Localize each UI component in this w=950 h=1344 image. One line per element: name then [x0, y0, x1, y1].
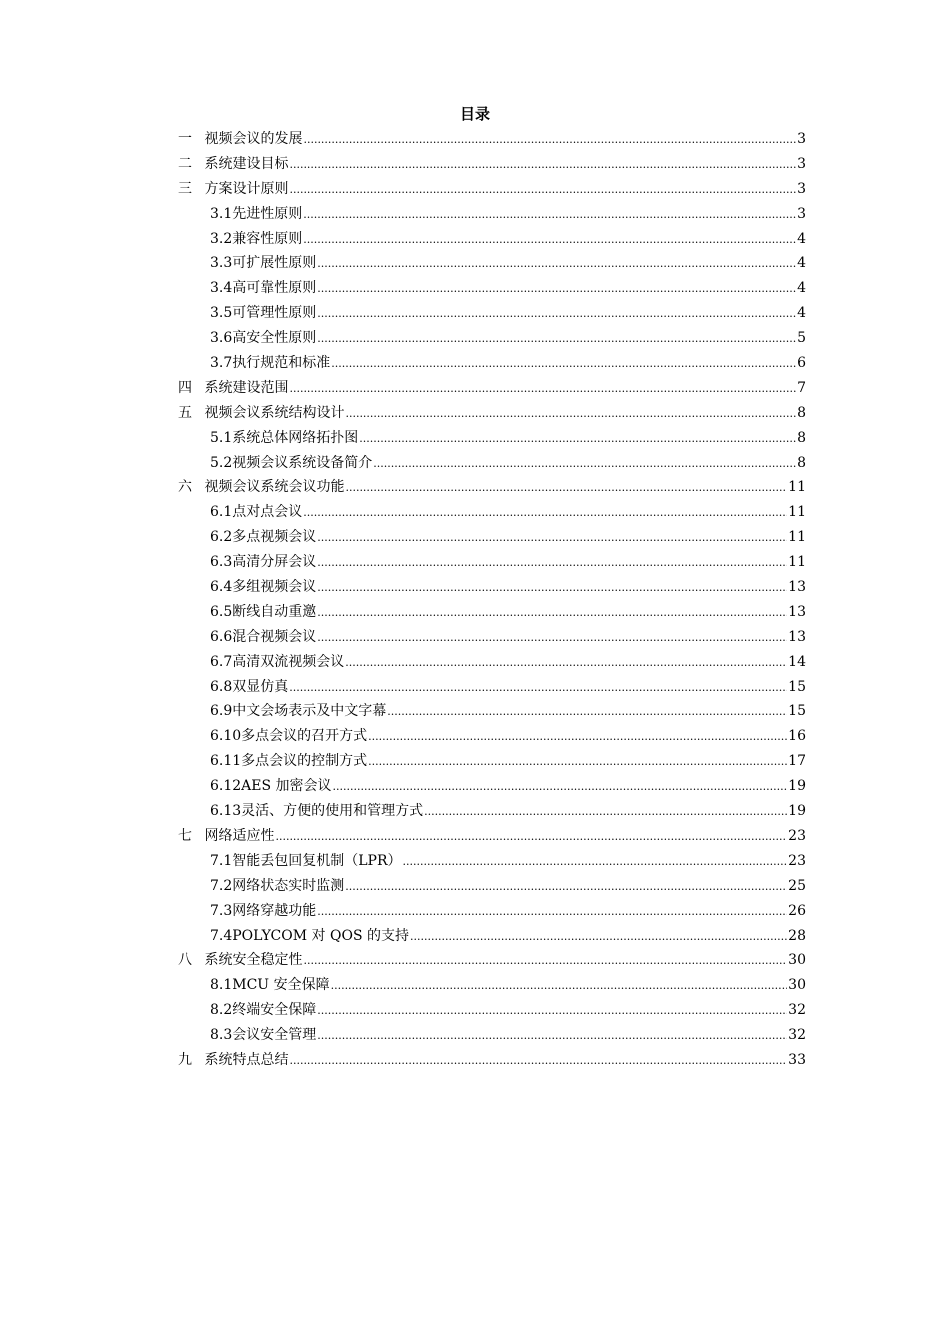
dot-leader [387, 699, 787, 725]
toc-entry-text: 先进性原则 [232, 205, 303, 222]
toc-entry-number: 6.3 [210, 554, 233, 571]
toc-entry-number: 6.2 [210, 529, 233, 546]
toc-entry-label [210, 973, 330, 998]
toc-entry-number: 6.5 [210, 603, 233, 620]
toc-entry[interactable] [178, 625, 806, 650]
dot-leader [289, 675, 787, 701]
toc-entry-label [210, 550, 316, 575]
toc-entry-text: 高清分屏会议 [232, 554, 317, 571]
toc-entry-text: 智能丢包回复机制（LPR） [232, 852, 402, 869]
toc-entry-page-number: 11 [788, 529, 806, 546]
toc-entry[interactable] [178, 600, 806, 625]
dot-leader [317, 625, 787, 651]
toc-entry-label [178, 177, 288, 202]
toc-entry-page-number: 30 [788, 977, 806, 994]
toc-entry-page-number: 4 [797, 280, 806, 297]
toc-entry-number: 九 [178, 1051, 192, 1068]
toc-entry-text: 系统总体网络拓扑图 [232, 429, 359, 446]
toc-entry-text: 点对点会议 [232, 504, 303, 521]
toc-entry-label [178, 824, 274, 849]
toc-entry-page-number: 19 [788, 778, 806, 795]
toc-entry[interactable] [178, 774, 806, 799]
dot-leader [317, 301, 796, 327]
toc-entry-number: 6.13 [210, 803, 242, 820]
toc-entry-number: 3.1 [210, 205, 233, 222]
toc-entry-text: 可管理性原则 [232, 305, 317, 322]
toc-entry[interactable] [178, 1023, 806, 1048]
toc-entry[interactable] [178, 227, 806, 252]
toc-entry[interactable] [178, 177, 806, 202]
toc-entry-number: 7.2 [210, 877, 233, 894]
dot-leader [317, 1023, 787, 1049]
toc-entry-label [178, 152, 288, 177]
toc-entry-label [178, 127, 302, 152]
toc-entry-number: 6.10 [210, 728, 242, 745]
dot-leader [289, 152, 796, 178]
toc-entry-label [210, 351, 330, 376]
toc-entry-page-number: 14 [788, 653, 806, 670]
toc-entry-label [210, 1023, 316, 1048]
toc-entry-text: 系统建设范围 [204, 379, 289, 396]
toc-entry-page-number: 8 [797, 429, 806, 446]
toc-entry-text: 双显仿真 [232, 678, 289, 695]
dot-leader [317, 899, 787, 925]
toc-entry-page-number: 5 [797, 330, 806, 347]
toc-entry-page-number: 13 [788, 628, 806, 645]
toc-entry[interactable] [178, 451, 806, 476]
toc-entry-page-number: 7 [797, 379, 806, 396]
toc-entry-page-number: 32 [788, 1027, 806, 1044]
toc-entry[interactable] [178, 973, 806, 998]
toc-entry-number: 8.3 [210, 1027, 233, 1044]
toc-entry-label [210, 326, 316, 351]
toc-entry-page-number: 4 [797, 305, 806, 322]
toc-entry-page-number: 13 [788, 603, 806, 620]
toc-entry-text: 多组视频会议 [232, 579, 317, 596]
toc-entry-text: 对 QOS 的支持 [311, 927, 409, 944]
toc-entry-text: 加密会议 [275, 778, 332, 795]
toc-entry-text: 混合视频会议 [232, 628, 317, 645]
toc-entry-text: 高可靠性原则 [232, 280, 317, 297]
toc-entry[interactable] [178, 699, 806, 724]
toc-entry-text: 视频会议系统设备简介 [232, 454, 373, 471]
toc-entry[interactable] [178, 251, 806, 276]
toc-entry-page-number: 3 [797, 155, 806, 172]
toc-entry-label [210, 998, 316, 1023]
toc-entry[interactable] [178, 575, 806, 600]
toc-entry-label [210, 650, 344, 675]
toc-entry-text: 多点会议的召开方式 [241, 728, 368, 745]
toc-entry[interactable] [178, 749, 806, 774]
toc-entry-page-number: 8 [797, 404, 806, 421]
dot-leader [368, 749, 787, 775]
dot-leader [368, 724, 787, 750]
toc-entry[interactable] [178, 849, 806, 874]
toc-entry-page-number: 4 [797, 255, 806, 272]
toc-entry-text: 兼容性原则 [232, 230, 303, 247]
toc-entry-text: 方案设计原则 [204, 180, 289, 197]
toc-entry[interactable] [178, 650, 806, 675]
toc-entry-label [210, 451, 372, 476]
toc-entry-number: 三 [178, 180, 192, 197]
toc-entry-page-number: 23 [788, 852, 806, 869]
toc-entry-label [178, 376, 288, 401]
toc-entry-text: 安全保障 [273, 977, 330, 994]
toc-entry-number: 6.7 [210, 653, 233, 670]
dot-leader [289, 177, 796, 203]
toc-entry-text: 多点会议的控制方式 [241, 753, 368, 770]
toc-entry-text: 视频会议系统结构设计 [204, 404, 345, 421]
toc-entry-page-number: 28 [788, 927, 806, 944]
toc-entry-number: 八 [178, 952, 192, 969]
toc-entry-number: 3.6 [210, 330, 233, 347]
toc-entry-page-number: 17 [788, 753, 806, 770]
toc-entry-text: 系统安全稳定性 [204, 952, 303, 969]
toc-entry-number: 6.4 [210, 579, 233, 596]
toc-entry-page-number: 32 [788, 1002, 806, 1019]
toc-entry[interactable] [178, 874, 806, 899]
toc-entry-text: 执行规范和标准 [232, 355, 331, 372]
toc-entry-label [178, 475, 344, 500]
dot-leader [410, 924, 787, 950]
toc-entry-label [178, 401, 344, 426]
toc-entry-page-number: 23 [788, 827, 806, 844]
toc-entry[interactable] [178, 948, 806, 973]
toc-entry-page-number: 19 [788, 803, 806, 820]
toc-entry-text: 多点视频会议 [232, 529, 317, 546]
toc-entry-number: 一 [178, 131, 192, 147]
toc-entry-number: 7.4POLYCOM [210, 927, 308, 944]
toc-entry-label [210, 899, 316, 924]
toc-entry-number: 6.12AES [210, 778, 272, 795]
toc-entry[interactable] [178, 525, 806, 550]
dot-leader [331, 973, 788, 999]
dot-leader [317, 575, 787, 601]
toc-entry[interactable] [178, 998, 806, 1023]
dot-leader [403, 849, 788, 875]
toc-entry-label [210, 426, 358, 451]
dot-leader [317, 600, 787, 626]
toc-entry-page-number: 13 [788, 579, 806, 596]
toc-entry-page-number: 11 [788, 554, 806, 571]
toc-entry[interactable] [178, 824, 806, 849]
toc-entry-label [210, 799, 423, 824]
dot-leader [359, 426, 796, 452]
toc-entry[interactable] [178, 326, 806, 351]
toc-entry-number: 四 [178, 379, 192, 396]
toc-entry[interactable] [178, 152, 806, 177]
toc-entry-page-number: 11 [788, 479, 806, 496]
toc-entry-text: 中文会场表示及中文字幕 [232, 703, 387, 720]
toc-entry-number: 五 [178, 404, 192, 421]
toc-entry-number: 3.7 [210, 355, 233, 372]
dot-leader [331, 351, 796, 377]
toc-entry[interactable] [178, 500, 806, 525]
toc-entry-number: 七 [178, 827, 192, 844]
toc-entry-page-number: 3 [797, 205, 806, 222]
dot-leader [317, 525, 787, 551]
toc-entry-label [210, 202, 302, 227]
toc-entry-label [178, 1048, 288, 1073]
toc-entry-number: 5.2 [210, 454, 233, 471]
dot-leader [317, 276, 796, 302]
toc-entry-number: 3.3 [210, 255, 233, 272]
dot-leader [345, 475, 787, 501]
toc-entry-label [210, 227, 302, 252]
toc-entry-label [210, 525, 316, 550]
toc-entry-page-number: 3 [797, 131, 806, 147]
toc-entry-number: 6.11 [210, 753, 242, 770]
toc-entry-number: 二 [178, 155, 192, 172]
toc-entry-number: 3.5 [210, 305, 233, 322]
toc-entry-number: 8.1MCU [210, 977, 270, 994]
toc-entry-page-number: 6 [797, 355, 806, 372]
toc-entry-text: 系统特点总结 [204, 1051, 289, 1068]
toc-entry-page-number: 15 [788, 678, 806, 695]
toc-entry-label [210, 874, 344, 899]
toc-entry-text: 会议安全管理 [232, 1027, 317, 1044]
toc-entry-number: 六 [178, 479, 192, 496]
toc-entry-page-number: 3 [797, 180, 806, 197]
toc-entry[interactable] [178, 351, 806, 376]
dot-leader [317, 998, 787, 1024]
toc-entry[interactable] [178, 675, 806, 700]
dot-leader [333, 774, 788, 800]
table-of-contents [178, 127, 806, 1073]
toc-entry-label [178, 948, 302, 973]
dot-leader [317, 550, 787, 576]
toc-entry[interactable] [178, 276, 806, 301]
toc-entry[interactable] [178, 724, 806, 749]
toc-entry-label [210, 749, 367, 774]
dot-leader [303, 227, 796, 253]
toc-entry-text: 灵活、方便的使用和管理方式 [241, 803, 424, 820]
toc-entry-label [210, 301, 316, 326]
toc-entry-page-number: 25 [788, 877, 806, 894]
toc-entry[interactable] [178, 799, 806, 824]
toc-entry-text: 可扩展性原则 [232, 255, 317, 272]
toc-entry-number: 3.4 [210, 280, 233, 297]
dot-leader [345, 650, 787, 676]
toc-entry-number: 3.2 [210, 230, 233, 247]
toc-entry-page-number: 26 [788, 902, 806, 919]
dot-leader [345, 401, 796, 427]
toc-entry-label [210, 575, 316, 600]
toc-entry-number: 5.1 [210, 429, 233, 446]
toc-entry-text: 视频会议的发展 [204, 131, 303, 147]
dot-leader [303, 202, 796, 228]
dot-leader [345, 874, 787, 900]
toc-entry[interactable] [178, 1048, 806, 1073]
dot-leader [317, 251, 796, 277]
toc-entry-number: 6.6 [210, 628, 233, 645]
toc-entry-page-number: 33 [788, 1051, 806, 1068]
toc-entry-label [210, 600, 316, 625]
toc-entry-number: 8.2 [210, 1002, 233, 1019]
dot-leader [424, 799, 787, 825]
toc-entry[interactable] [178, 376, 806, 401]
dot-leader [303, 948, 787, 974]
toc-entry-text: 系统建设目标 [204, 155, 289, 172]
toc-entry-label [210, 924, 409, 949]
toc-entry-page-number: 8 [797, 454, 806, 471]
toc-entry-label [210, 699, 386, 724]
toc-entry-label [210, 675, 288, 700]
toc-entry[interactable] [178, 426, 806, 451]
toc-entry-label [210, 625, 316, 650]
toc-entry-text: 视频会议系统会议功能 [204, 479, 345, 496]
toc-entry-text: 网络穿越功能 [232, 902, 317, 919]
toc-entry-page-number: 16 [788, 728, 806, 745]
toc-entry-text: 网络状态实时监测 [232, 877, 345, 894]
toc-entry-label [210, 724, 367, 749]
toc-entry-text: 终端安全保障 [232, 1002, 317, 1019]
dot-leader [303, 127, 796, 153]
dot-leader [289, 376, 796, 402]
toc-entry-label [210, 251, 316, 276]
toc-entry-label [210, 849, 402, 874]
dot-leader [317, 326, 796, 352]
dot-leader [303, 500, 787, 526]
toc-entry[interactable] [178, 475, 806, 500]
toc-entry[interactable] [178, 924, 806, 949]
toc-entry-number: 6.9 [210, 703, 233, 720]
toc-entry-text: 网络适应性 [204, 827, 275, 844]
toc-entry[interactable] [178, 899, 806, 924]
toc-entry-number: 7.3 [210, 902, 233, 919]
toc-entry[interactable] [178, 127, 806, 152]
toc-entry-label [210, 774, 332, 799]
toc-entry[interactable] [178, 550, 806, 575]
toc-entry-page-number: 30 [788, 952, 806, 969]
toc-entry[interactable] [178, 301, 806, 326]
toc-entry-number: 6.8 [210, 678, 233, 695]
toc-entry-text: 断线自动重邀 [232, 603, 317, 620]
toc-entry-label [210, 500, 302, 525]
toc-entry-page-number: 11 [788, 504, 806, 521]
toc-entry[interactable] [178, 202, 806, 227]
toc-entry-number: 7.1 [210, 852, 233, 869]
toc-entry-text: 高清双流视频会议 [232, 653, 345, 670]
toc-entry-number: 6.1 [210, 504, 233, 521]
dot-leader [275, 824, 787, 850]
toc-entry-text: 高安全性原则 [232, 330, 317, 347]
toc-title: 目录 [459, 105, 490, 123]
toc-entry-label [210, 276, 316, 301]
toc-entry-page-number: 4 [797, 230, 806, 247]
dot-leader [289, 1048, 787, 1074]
toc-entry-page-number: 15 [788, 703, 806, 720]
dot-leader [373, 451, 796, 477]
toc-entry[interactable] [178, 401, 806, 426]
